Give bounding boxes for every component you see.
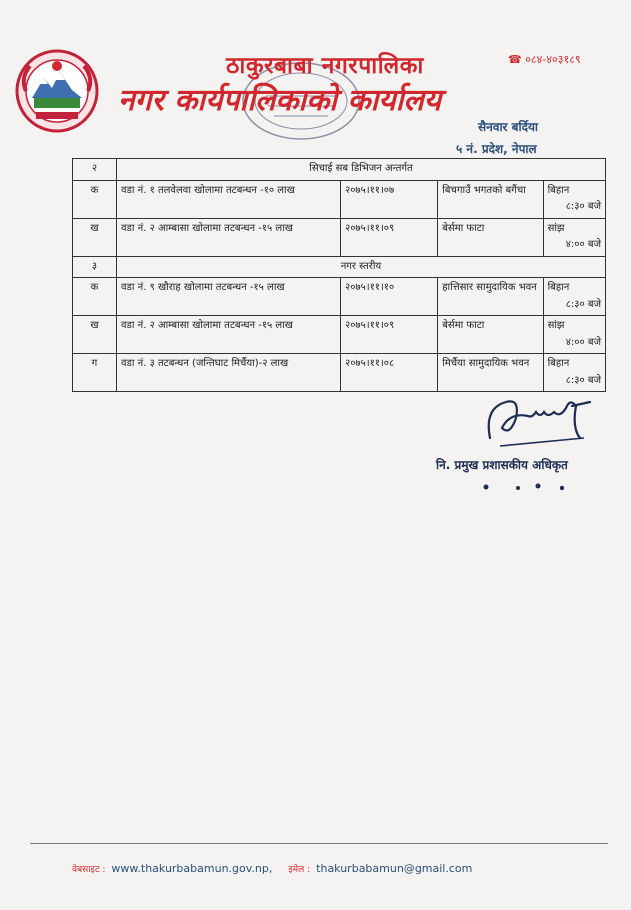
row-description: वडा नं. २ आम्बासा खोलामा तटबन्धन -१५ लाख [116, 218, 340, 256]
time-label: सांझ [547, 222, 565, 234]
row-time [543, 218, 605, 256]
footer-contact [72, 862, 472, 875]
row-venue: बेर्समा फाटा [438, 316, 543, 354]
signature-icon [480, 388, 600, 458]
row-date: २०७५।११।०९ [341, 316, 438, 354]
row-date: २०७५।११।१० [341, 278, 438, 316]
section-number: ३ [73, 256, 117, 278]
row-serial: ख [73, 218, 117, 256]
phone-number: ☎ ०८४-४०३१८९ [508, 53, 581, 66]
time-value: ८:३० बजे [565, 298, 601, 310]
row-serial: ख [73, 316, 117, 354]
website-link[interactable]: www.thakurbabamun.gov.np, [111, 862, 273, 875]
table-row [73, 278, 606, 316]
address-line-2: ५ नं. प्रदेश, नेपाल [456, 142, 537, 156]
row-venue: बेर्समा फाटा [438, 218, 543, 256]
municipality-logo-icon [14, 48, 100, 134]
section-title: नगर स्तरीय [116, 256, 605, 278]
time-value: ८:३० बजे [565, 374, 601, 386]
row-description: वडा नं. १ तलवेलवा खोलामा तटबन्धन -१० लाख [116, 180, 340, 218]
time-label: बिहान [547, 358, 570, 369]
row-venue: मिर्चैया सामुदायिक भवन [438, 354, 543, 392]
table-row [73, 218, 606, 256]
time-value: ४:०० बजे [565, 239, 601, 250]
section-row [73, 256, 606, 278]
website-label: वेबसाइट : [72, 865, 106, 875]
dots-decoration-icon [480, 480, 570, 494]
section-row [73, 159, 606, 181]
footer-divider [30, 843, 608, 844]
row-serial: ग [73, 354, 117, 392]
row-time [543, 354, 605, 392]
row-date: २०७५।११।०९ [341, 218, 438, 256]
section-title: सिचाई सब डिभिजन अन्तर्गत [116, 159, 605, 181]
section-number: २ [73, 159, 117, 181]
row-serial: क [73, 278, 117, 316]
schedule-table [72, 158, 606, 392]
row-serial: क [73, 180, 117, 218]
time-value: ८:३० बजे [565, 201, 601, 212]
municipality-name: ठाकुरबाबा नगरपालिका [226, 53, 424, 79]
row-date: २०७५।११।०८ [341, 354, 438, 392]
table-row [73, 316, 606, 354]
row-time [543, 316, 605, 354]
row-time [543, 278, 605, 316]
time-value: ४:०० बजे [565, 336, 601, 348]
signer-title: नि. प्रमुख प्रशासकीय अधिकृत [436, 458, 568, 472]
row-time [543, 180, 605, 218]
row-description: वडा नं. ९ खौराह खोलामा तटबन्धन -१५ लाख [116, 278, 340, 316]
time-label: बिहान [547, 282, 570, 293]
table-row [73, 180, 606, 218]
office-name: नगर कार्यपालिकाको कार्यालय [118, 83, 442, 118]
row-description: वडा नं. २ आम्बासा खोलामा तटबन्धन -१५ लाख [116, 316, 340, 354]
row-venue: बिचगाउँ भगतको बगैंचा [438, 180, 543, 218]
row-description: वडा नं. ३ तटबन्धन (जन्तिघाट मिर्चैया)-२ लाख [116, 354, 340, 392]
time-label: बिहान [547, 184, 570, 196]
email-label: इमेल : [288, 865, 311, 875]
email-link[interactable]: thakurbabamun@gmail.com [316, 862, 473, 875]
row-date: २०७५।११।०७ [341, 180, 438, 218]
table-row [73, 354, 606, 392]
address-line-1: सैनवार बर्दिया [478, 120, 539, 134]
row-venue: हात्तिसार सामुदायिक भवन [438, 278, 543, 316]
time-label: सांझ [547, 320, 565, 331]
